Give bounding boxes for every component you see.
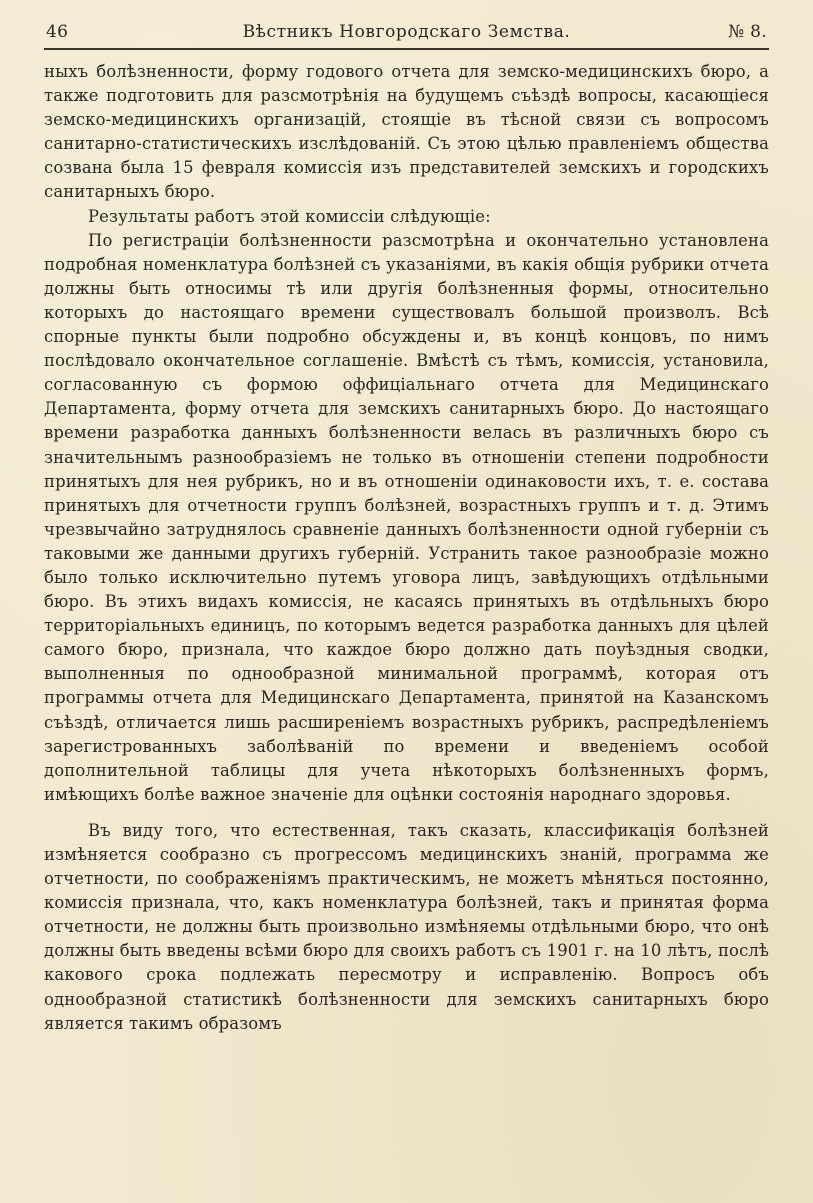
issue-number: № 8. (728, 22, 767, 42)
page-header (44, 22, 769, 50)
paragraph-continuation: ныхъ болѣзненности, форму годового отчета для земско-медицинскихъ бюро, а также подготовить для разсмотрѣнія на будущемъ съѣздѣ вопросы, касающіеся земско-медицинскихъ организацій, стоящіе въ тѣсной связи съ вопросомъ санитарно-статистическихъ изслѣдованій. Съ этою цѣлью правленіемъ общества созвана была 15 февраля комиссія изъ представителей земскихъ и городскихъ санитарныхъ бюро. (44, 62, 769, 202)
paragraph-results-intro: Результаты работъ этой комиссіи слѣдующіе: (88, 206, 491, 226)
article-body (44, 60, 769, 1036)
journal-title: Вѣстникъ Новгородскаго Земства. (242, 22, 571, 42)
paragraph-classification: Въ виду того, что естественная, такъ сказать, классификація болѣзней измѣняется сообразно съ прогрессомъ медицинскихъ знаній, программа же отчетности, по соображеніямъ практическимъ, не можетъ мѣняться постоянно, комиссія признала, что, какъ номенклатура болѣзней, такъ и принятая форма отчетности, не должны быть произвольно измѣняемы отдѣльными бюро, что онѣ должны быть введены всѣми бюро для своихъ работъ съ 1901 г. на 10 лѣтъ, послѣ какового срока подлежать пересмотру и исправленію. Вопросъ объ однообразной статистикѣ болѣзненности для земскихъ санитарныхъ бюро является такимъ образомъ (44, 820, 769, 1033)
page-number: 46 (46, 22, 69, 42)
paragraph-registration: По регистраціи болѣзненности разсмотрѣна и окончательно установлена подробная номенклатура болѣзней съ указаніями, въ какія общія рубрики отчета должны быть относимы тѣ или другія болѣзненныя формы, относительно которыхъ до настоящаго времени существовалъ большой произволъ. Всѣ спорные пункты были подробно обсуждены и, въ концѣ концовъ, по нимъ послѣдовало окончательное соглашеніе. Вмѣстѣ съ тѣмъ, комиссія, установила, согласованную съ формою оффиціальнаго отчета для Медицинскаго Департамента, форму отчета для земскихъ санитарныхъ бюро. До настоящаго времени разработка данныхъ болѣзненности велась въ различныхъ бюро съ значительнымъ разнообразіемъ не только въ отношеніи степени подробности принятыхъ для нея рубрикъ, но и въ отношеніи одинаковости ихъ, т. е. состава принятыхъ для отчетности группъ болѣзней, возрастныхъ группъ и т. д. Этимъ чрезвычайно затруднялось сравненіе данныхъ болѣзненности одной губерніи съ таковыми же данными другихъ губерній. Устранить такое разнообразіе можно было только исключительно путемъ уговора лицъ, завѣдующихъ отдѣльными бюро. Въ этихъ видахъ комиссія, не касаясь принятыхъ въ отдѣльныхъ бюро территоріальныхъ единицъ, по которымъ ведется разработка данныхъ для цѣлей самого бюро, признала, что каждое бюро должно дать поуѣздныя сводки, выполненныя по однообразной минимальной программѣ, которая отъ программы отчета для Медицинскаго Департамента, принятой на Казанскомъ съѣздѣ, отличается лишь расширеніемъ возрастныхъ рубрикъ, распредѣленіемъ зарегистрованныхъ заболѣваній по времени и введеніемъ особой дополнительной таблицы для учета нѣкоторыхъ болѣзненныхъ формъ, имѣющихъ болѣе важное значеніе для оцѣнки состоянія народнаго здоровья. (44, 230, 769, 804)
